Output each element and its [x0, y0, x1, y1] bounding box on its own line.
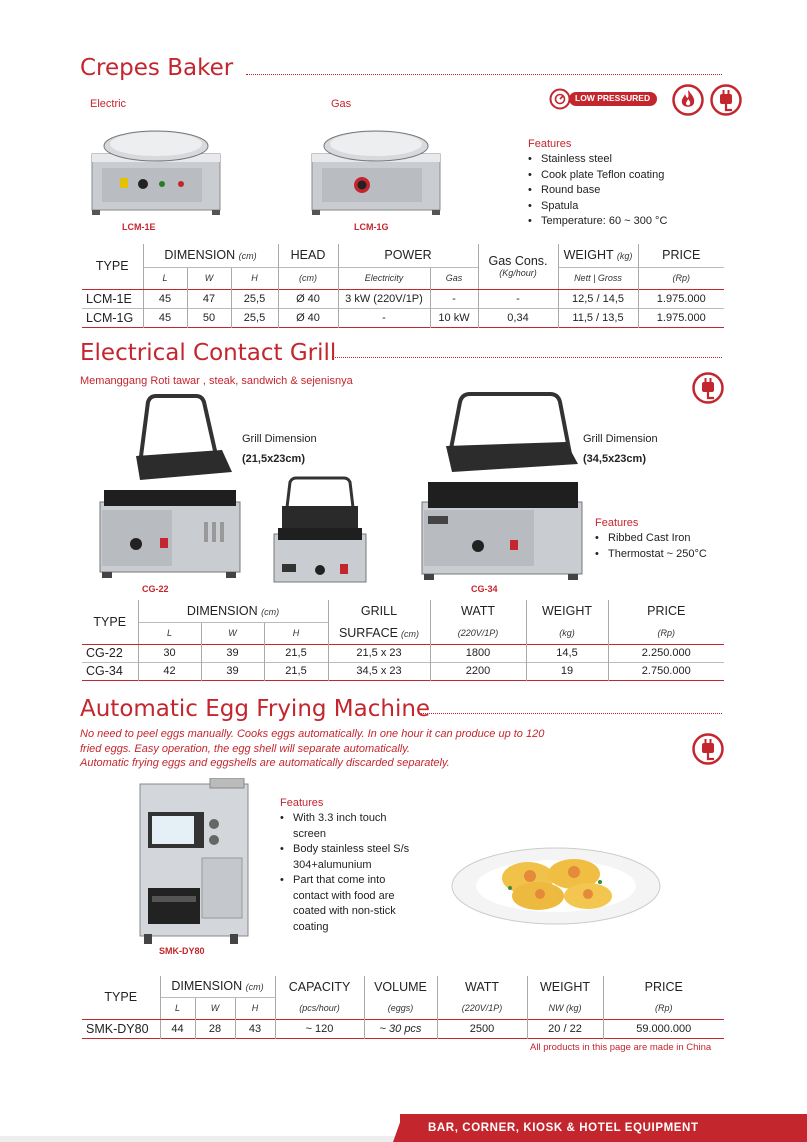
- plug-icon: [692, 372, 724, 404]
- title-divider: [246, 74, 722, 75]
- col-electricity: Electricity: [338, 267, 430, 289]
- grill-model-1: CG-22: [142, 584, 169, 594]
- feature-item: • Thermostat ~ 250°C: [595, 547, 735, 563]
- grill-dim-value-1: (21,5x23cm): [242, 453, 305, 465]
- crepe-spec-table: [82, 244, 724, 328]
- grill-small-image: [268, 476, 368, 588]
- crepes-title: Crepes Baker: [80, 55, 234, 81]
- egg-description: No need to peel eggs manually. Cooks eggs automatically. In one hour it can produce up to 120 fried eggs. Easy operation, the egg shell will separate automatically. Automatic frying eggs and eggshells are automatically discarded separately.: [80, 728, 545, 769]
- col-watt-unit: (220V/1P): [430, 622, 526, 644]
- col-dimension: DIMENSION (cm): [138, 600, 328, 622]
- feature-item: • Round base: [528, 183, 728, 199]
- feature-item: • Stainless steel: [528, 152, 728, 168]
- col-h: H: [231, 267, 278, 289]
- crepe-model-1: LCM-1E: [122, 222, 156, 232]
- egg-model: SMK-DY80: [159, 946, 205, 956]
- col-type: TYPE: [82, 976, 160, 1019]
- egg-title: Automatic Egg Frying Machine: [80, 696, 431, 722]
- grill-subtitle: Memanggang Roti tawar , steak, sandwich & sejenisnya: [80, 375, 353, 387]
- table-row: CG-22 30 39 21,5 21,5 x 23 1800 14,5 2.250.000: [82, 644, 724, 662]
- features-title: Features: [280, 797, 324, 809]
- table-row: LCM-1G 45 50 25,5 Ø 40 - 10 kW 0,34 11,5 / 13,5 1.975.000: [82, 308, 724, 327]
- col-volume-unit: (eggs): [364, 997, 437, 1019]
- col-surface: SURFACE (cm): [328, 622, 430, 644]
- grill-title: Electrical Contact Grill: [80, 340, 337, 366]
- plug-icon: [710, 84, 742, 116]
- feature-item: • Cook plate Teflon coating: [528, 168, 728, 184]
- plug-icon: [692, 733, 724, 765]
- grill-features: [595, 517, 735, 562]
- feature-item: • Temperature: 60 ~ 300 °C: [528, 214, 728, 230]
- grill-dim-value-2: (34,5x23cm): [583, 453, 646, 465]
- badge-text: LOW PRESSURED: [575, 93, 651, 103]
- table-row: SMK-DY80 44 28 43 ~ 120 ~ 30 pcs 2500 20 / 22 59.000.000: [82, 1019, 724, 1038]
- grill-spec-table: [82, 600, 724, 681]
- feature-item: • Ribbed Cast Iron: [595, 531, 735, 547]
- crepe-electric-image: [88, 116, 228, 216]
- col-weight: WEIGHT: [527, 976, 603, 997]
- col-type: TYPE: [82, 244, 143, 289]
- crepe-model-2: LCM-1G: [354, 222, 389, 232]
- col-dimension: DIMENSION (cm): [143, 244, 278, 267]
- table-row: LCM-1E 45 47 25,5 Ø 40 3 kW (220V/1P) - - 12,5 / 14,5 1.975.000: [82, 289, 724, 308]
- low-pressured-badge: [549, 88, 659, 110]
- col-price-unit: (Rp): [603, 997, 724, 1019]
- grill-cg22-image: [96, 394, 244, 586]
- col-capacity-unit: (pcs/hour): [275, 997, 364, 1019]
- crepe-features: [528, 138, 728, 230]
- col-h: H: [264, 622, 328, 644]
- col-watt: WATT: [437, 976, 527, 997]
- col-l: L: [143, 267, 187, 289]
- feature-item: • Part that come into contact with food are coated with non-stick coating: [280, 873, 420, 935]
- feature-item: • Body stainless steel S/s 304+alumunium: [280, 842, 420, 873]
- col-power: POWER: [338, 244, 478, 267]
- col-grill: GRILL: [328, 600, 430, 622]
- col-w: W: [195, 997, 235, 1019]
- egg-spec-table: [82, 976, 724, 1039]
- feature-item: • With 3.3 inch touch screen: [280, 811, 420, 842]
- col-l: L: [160, 997, 195, 1019]
- col-w: W: [187, 267, 231, 289]
- fried-eggs-plate-image: [450, 838, 664, 933]
- col-price: PRICE: [608, 600, 724, 622]
- features-title: Features: [595, 517, 639, 529]
- crepe-gas-image: [308, 116, 448, 216]
- egg-features: [280, 797, 420, 935]
- origin-note: All products in this page are made in China: [530, 1042, 712, 1053]
- col-price: PRICE: [638, 244, 724, 267]
- col-w: W: [201, 622, 264, 644]
- feature-item: • Spatula: [528, 199, 728, 215]
- grill-cg34-image: [420, 390, 586, 582]
- grill-dim-label-2: Grill Dimension: [583, 433, 658, 445]
- col-gas: Gas: [430, 267, 478, 289]
- grill-dim-label-1: Grill Dimension: [242, 433, 317, 445]
- col-weight: WEIGHT (kg): [558, 244, 638, 267]
- col-watt: WATT: [430, 600, 526, 622]
- flame-icon: [672, 84, 704, 116]
- label-electric: Electric: [90, 98, 127, 110]
- label-gas: Gas: [331, 98, 352, 110]
- col-h: H: [235, 997, 275, 1019]
- col-volume: VOLUME: [364, 976, 437, 997]
- col-type: TYPE: [82, 600, 138, 644]
- col-capacity: CAPACITY: [275, 976, 364, 997]
- title-divider: [418, 713, 722, 714]
- col-price-unit: (Rp): [608, 622, 724, 644]
- col-head: HEAD: [278, 244, 338, 267]
- egg-machine-image: [134, 778, 254, 946]
- col-weight-unit: NW (kg): [527, 997, 603, 1019]
- features-title: Features: [528, 138, 572, 150]
- col-head-unit: (cm): [278, 267, 338, 289]
- col-dimension: DIMENSION (cm): [160, 976, 275, 997]
- grill-model-2: CG-34: [471, 584, 498, 594]
- footer-banner: BAR, CORNER, KIOSK & HOTEL EQUIPMENT: [400, 1114, 807, 1142]
- col-watt-unit: (220V/1P): [437, 997, 527, 1019]
- table-row: CG-34 42 39 21,5 34,5 x 23 2200 19 2.750.000: [82, 662, 724, 680]
- col-l: L: [138, 622, 201, 644]
- title-divider: [332, 357, 722, 358]
- footer-stripe: [0, 1136, 400, 1142]
- col-weight: WEIGHT: [526, 600, 608, 622]
- col-price: PRICE: [603, 976, 724, 997]
- col-nett-gross: Nett | Gross: [558, 267, 638, 289]
- col-price-unit: (Rp): [638, 267, 724, 289]
- col-gas-cons: Gas Cons. (Kg/hour): [478, 244, 558, 289]
- col-weight-unit: (kg): [526, 622, 608, 644]
